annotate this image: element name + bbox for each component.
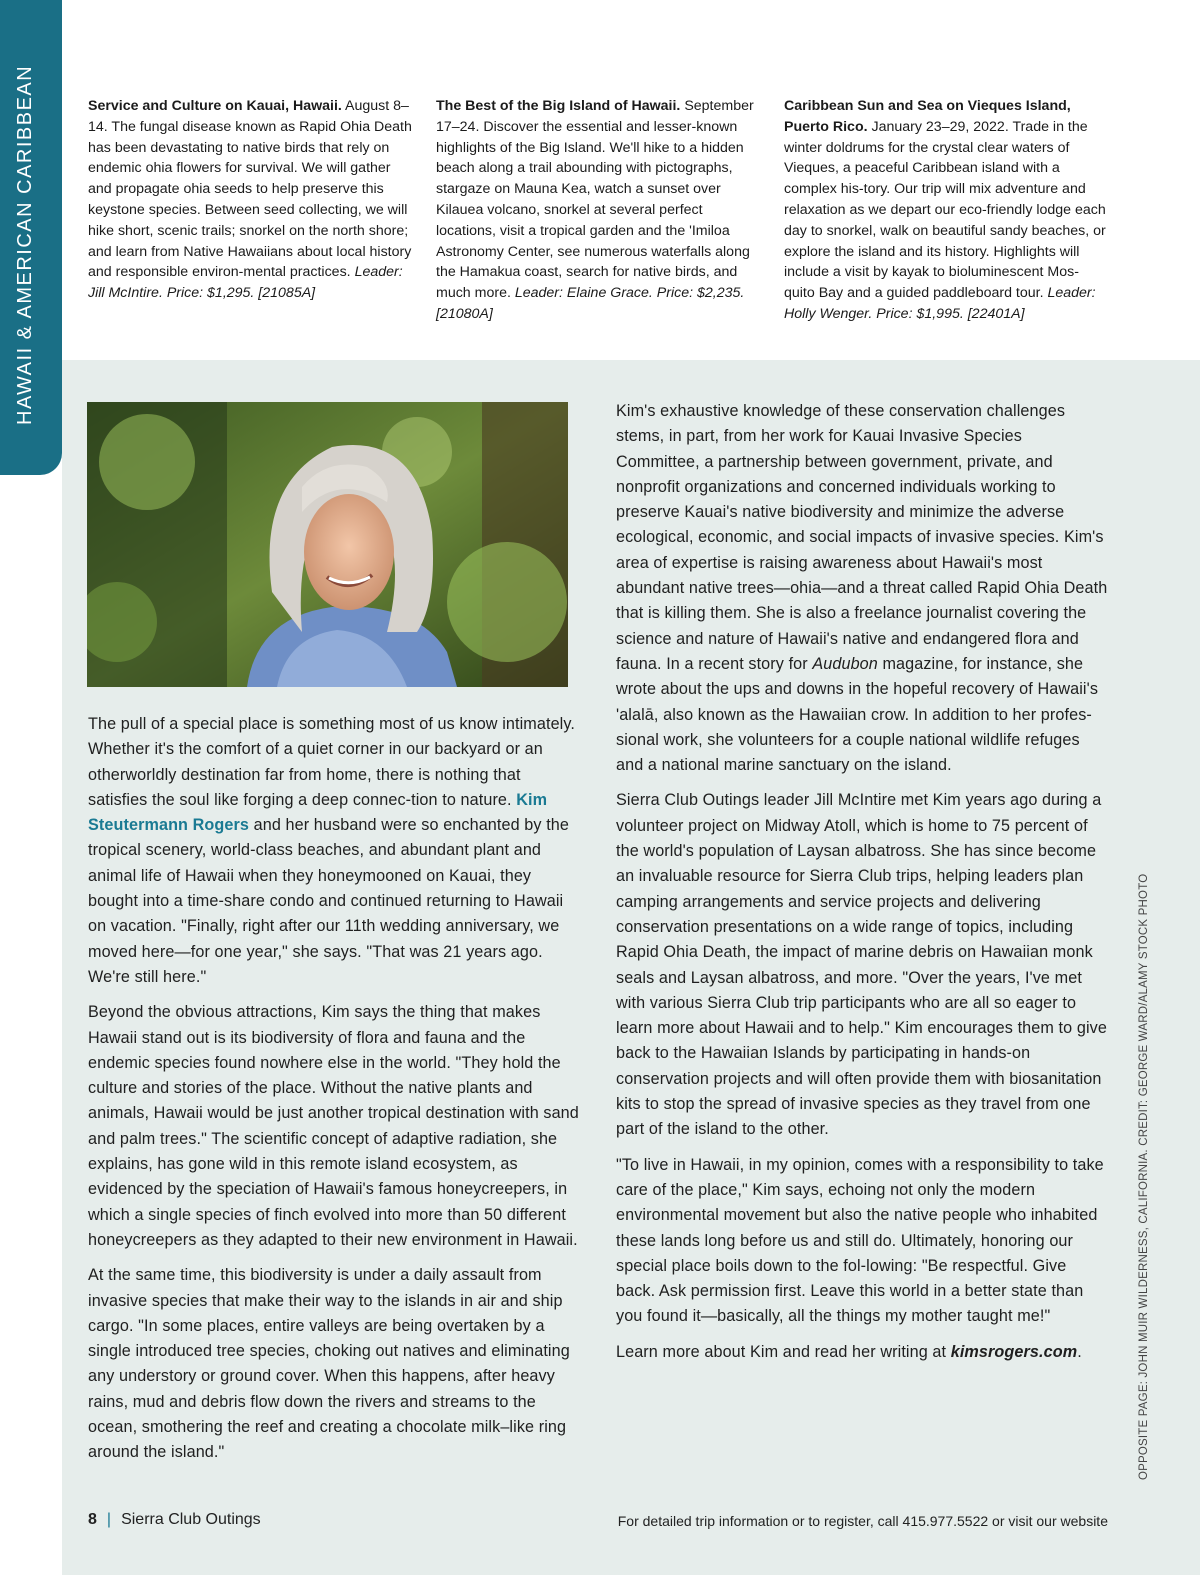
article-paragraph: Beyond the obvious attractions, Kim says the thing that makes Hawaii stand out is its biodiversity of flora and fauna and the endemic species found nowhere else in the world. "They hold the culture and stories of the place. Without the native plants and animals, Hawaii would be just another tropical destination with sand and palm trees." The scientific concept of adaptive radiation, she explains, has gone wild in this remote island ecosystem, as evidenced by the speciation of Hawaii's famous honeycreepers, in which a single species of finch evolved into more than 50 different honeycreepers as they adapted to their new environment in Hawaii. [88, 1003, 579, 1249]
trip-leader-price: Leader: Elaine Grace. Price: $2,235. [21080A] [436, 285, 745, 322]
photo-credit: OPPOSITE PAGE: JOHN MUIR WILDERNESS, CALIFORNIA. CREDIT: GEORGE WARD/ALAMY STOCK PHOTO [1138, 873, 1150, 1480]
website-link[interactable]: kimsrogers.com [950, 1342, 1078, 1361]
paragraph-text: Learn more about Kim and read her writing at [616, 1342, 951, 1361]
article-paragraph [88, 712, 580, 990]
footer-separator: | [106, 1511, 112, 1528]
trip-title: The Best of the Big Island of Hawaii. [436, 98, 681, 114]
article-paragraph: At the same time, this biodiversity is under a daily assault from invasive species that make their way to the islands in air and ship cargo. "In some places, entire valleys are being overtaken by a single introduced tree species, choking out natives and eliminating any understory or ground cover. When this happens, after heavy rains, mud and debris flow down the rivers and streams to the ocean, smothering the reef and creating a chocolate milk–like ring around the island." [88, 1266, 570, 1462]
article-column-left [88, 712, 580, 1476]
trip-description: January 23–29, 2022. Trade in the winter doldrums for the crystal clear waters of Vieques, a peaceful Caribbean island with a complex his-tory. Our trip will mix adventure and relaxation as we depart our eco-friendly lodge each day to snorkel, walk on beautiful sandy beaches, or explore the island and its history. Highlights will include a visit by kayak to bioluminescent Mos-quito Bay and a guided paddleboard tour. [784, 118, 1106, 302]
trip-listing [784, 96, 1109, 325]
paragraph-text: magazine, for instance, she wrote about the ups and downs in the hopeful recovery of Hawaii's 'alalā, also known as the Hawaiian crow. In addition to her profes-sional work, she volunteers for a couple national wildlife refuges and a national marine sanctuary on the island. [616, 654, 1099, 775]
trip-listing [436, 96, 761, 325]
article-paragraph [616, 1340, 1110, 1365]
trip-leader-price: Leader: Holly Wenger. Price: $1,995. [22401A] [784, 285, 1096, 322]
trip-description: September 17–24. Discover the essential and lesser-known highlights of the Big Island. We'll hike to a hidden beach along a trail abounding with pictographs, stargaze on Mauna Kea, watch a sunset over Kilauea volcano, snorkel at several perfect locations, visit a tropical garden and the 'Imiloa Astronomy Center, see numerous waterfalls along the Hamakua coast, search for native birds, and much more. [436, 98, 754, 302]
article-column-right [616, 399, 1110, 1375]
paragraph-text: Kim's exhaustive knowledge of these conservation challenges stems, in part, from her work for Kauai Invasive Species Committee, a partnership between government, private, and nonprofit organizations and concerned individuals working to preserve Kauai's native biodiversity and minimize the adverse ecological, economic, and social impacts of invasive species. Kim's area of expertise is raising awareness about Hawaii's most abundant native trees—ohia—and a threat called Rapid Ohia Death that is killing them. She is also a freelance journalist covering the science and nature of Hawaii's native and endangered flora and fauna. In a recent story for [616, 402, 1108, 673]
paragraph-text: . [1077, 1342, 1082, 1361]
trip-listing [88, 96, 413, 304]
section-tab [0, 0, 62, 475]
portrait-photo [87, 402, 568, 687]
paragraph-text: and her husband were so enchanted by the tropical scenery, world-class beaches, and abundant plant and animal life of Hawaii when they honeymooned on Kauai, they bought into a time-share condo and continued returning to Hawaii on vacation. "Finally, right after our 11th wedding anniversary, we moved here—for one year," she says. "That was 21 years ago. We're still here." [88, 816, 570, 986]
footer-publication [88, 1511, 261, 1529]
publication-name: Sierra Club Outings [121, 1511, 261, 1528]
trip-leader-price: Leader: Jill McIntire. Price: $1,295. [21085A] [88, 264, 403, 302]
trip-title: Service and Culture on Kauai, Hawaii. [88, 98, 342, 114]
article-paragraph: "To live in Hawaii, in my opinion, comes with a responsibility to take care of the place," Kim says, echoing not only the modern environmental movement but also the native people who inhabited these lands long before us and still do. Ultimately, honoring our special place boils down to the fol-lowing: "Be respectful. Give back. Ask permission first. Leave this world in a better state than you found it—basically, all the things my mother taught me!" [616, 1155, 1104, 1326]
footer-contact: For detailed trip information or to register, call 415.977.5522 or visit our website [617, 1513, 1108, 1529]
page-number: 8 [88, 1511, 97, 1528]
magazine-name: Audubon [812, 654, 878, 673]
trip-title: Caribbean Sun and Sea on Vieques Island, Puerto Rico. [784, 98, 1071, 135]
paragraph-text: The pull of a special place is something most of us know intimately. Whether it's the comfort of a quiet corner in our backyard or an otherworldly destination far from home, there is nothing that satisfies the soul like forging a deep connec-tion to nature. [88, 715, 575, 809]
article-paragraph: Sierra Club Outings leader Jill McIntire met Kim years ago during a volunteer project on Midway Atoll, which is home to 75 percent of the world's population of Laysan albatross. She has since become an invaluable resource for Sierra Club trips, helping leaders plan camping arrangements and service projects and delivering conservation presentations on a wide range of topics, including Rapid Ohia Death, the impact of marine debris on Hawaiian monk seals and Laysan albatross, and more. "Over the years, I've met with various Sierra Club trip participants who are all so eager to learn more about Hawaii and to help." Kim encourages them to give back to the Hawaiian Islands by participating in hands-on conservation projects and will often provide them with biosanitation kits to stop the spread of invasive species as they travel from one part of the island to the other. [616, 791, 1107, 1139]
profile-name: Kim Steutermann Rogers [88, 790, 548, 835]
trip-description: August 8–14. The fungal disease known as Rapid Ohia Death has been devastating to native birds that rely on endemic ohia flowers for survival. We will gather and propagate ohia seeds to help preserve this keystone species. Between seed collecting, we will hike short, scenic trails; snorkel on the north shore; and learn from Native Hawaiians about local history and responsible environ-mental practices. [88, 98, 412, 281]
article-paragraph [616, 399, 1110, 778]
section-tab-label: HAWAII & AMERICAN CARIBBEAN [14, 64, 36, 425]
